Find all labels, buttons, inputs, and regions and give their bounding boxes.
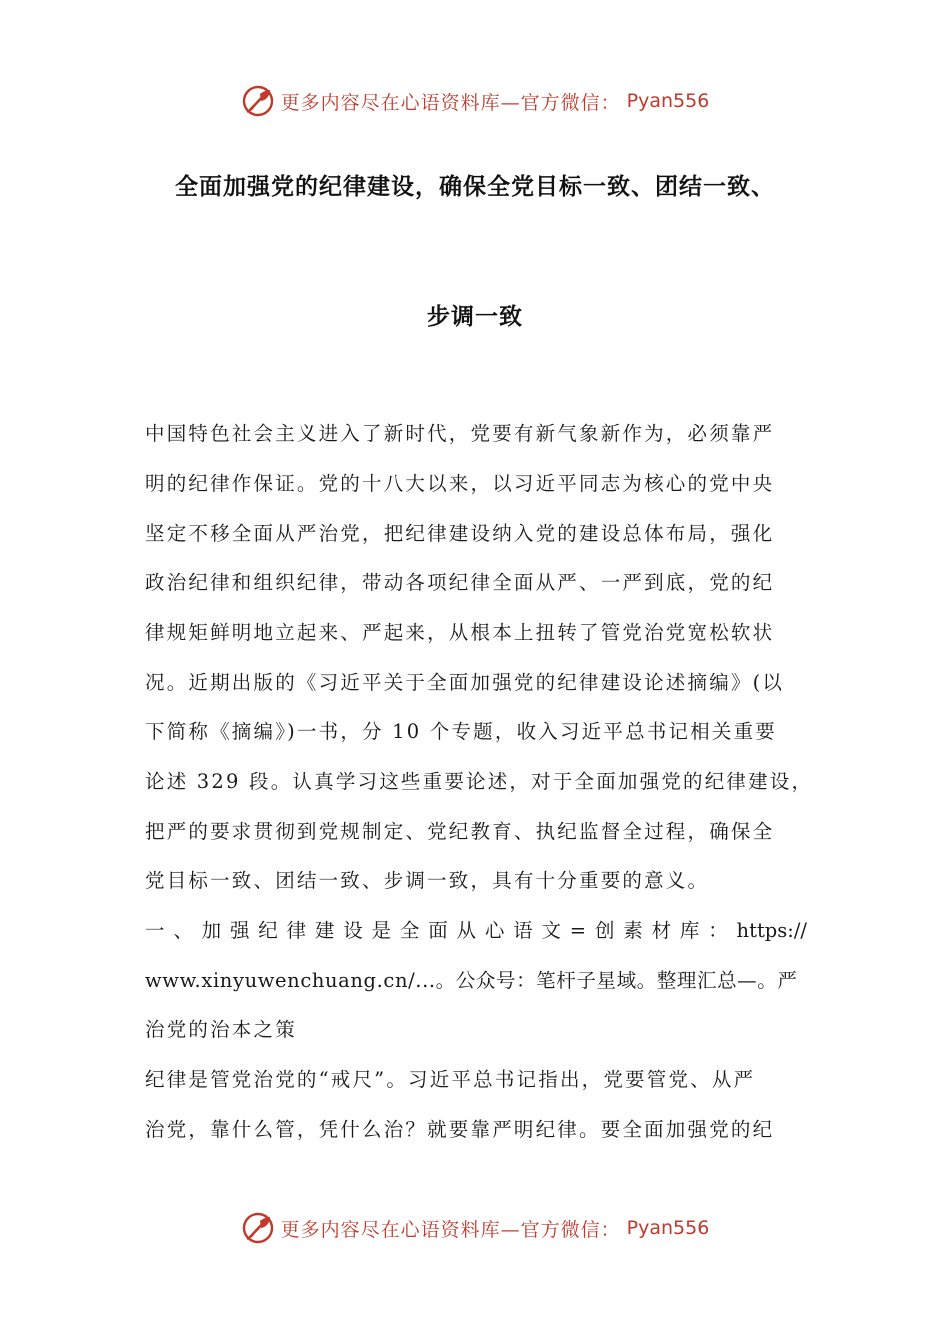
footer-watermark xyxy=(0,1211,950,1245)
body-line: www.xinyuwenchuang.cn/...。公众号：笔杆子星域。整理汇总—。严 xyxy=(145,969,798,992)
body-line: 一、加强纪律建设是全面从心语文=创素材库：https:// xyxy=(145,919,807,942)
body-line: 中国特色社会主义进入了新时代，党要有新气象新作为，必须靠严 xyxy=(145,422,775,445)
body-line: 政治纪律和组织纪律，带动各项纪律全面从严、一严到底，党的纪 xyxy=(145,571,775,594)
quill-logo-icon xyxy=(241,84,275,118)
body-line: 下简称《摘编》)一书，分 10 个专题，收入习近平总书记相关重要 xyxy=(145,720,777,743)
body-line: 治党，靠什么管，凭什么治？就要靠严明纪律。要全面加强党的纪 xyxy=(145,1118,775,1141)
body-line: 把严的要求贯彻到党规制定、党纪教育、执纪监督全过程，确保全 xyxy=(145,820,775,843)
body-line: 党目标一致、团结一致、步调一致，具有十分重要的意义。 xyxy=(145,869,710,892)
watermark-wechat-id: Pyan556 xyxy=(626,90,710,112)
body-line: 治党的治本之策 xyxy=(145,1018,297,1041)
watermark-text: 更多内容尽在心语资料库—官方微信： xyxy=(280,91,621,114)
page-title-line-2: 步调一致 xyxy=(427,304,523,330)
body-line: 况。近期出版的《习近平关于全面加强党的纪律建设论述摘编》(以 xyxy=(145,671,785,694)
header-watermark xyxy=(0,84,950,118)
body-line: 律规矩鲜明地立起来、严起来，从根本上扭转了管党治党宽松软状 xyxy=(145,621,775,644)
body-line: 纪律是管党治党的“戒尺”。习近平总书记指出，党要管党、从严 xyxy=(145,1068,756,1091)
body-line: 论述 329 段。认真学习这些重要论述，对于全面加强党的纪律建设， xyxy=(145,770,814,793)
watermark-wechat-id: Pyan556 xyxy=(626,1217,710,1239)
quill-logo-icon xyxy=(241,1211,275,1245)
body-line: 坚定不移全面从严治党，把纪律建设纳入党的建设总体布局，强化 xyxy=(145,522,775,545)
watermark-text: 更多内容尽在心语资料库—官方微信： xyxy=(280,1218,621,1241)
page-title-line-1: 全面加强党的纪律建设，确保全党目标一致、团结一致、 xyxy=(175,174,775,200)
body-line: 明的纪律作保证。党的十八大以来，以习近平同志为核心的党中央 xyxy=(145,472,775,495)
